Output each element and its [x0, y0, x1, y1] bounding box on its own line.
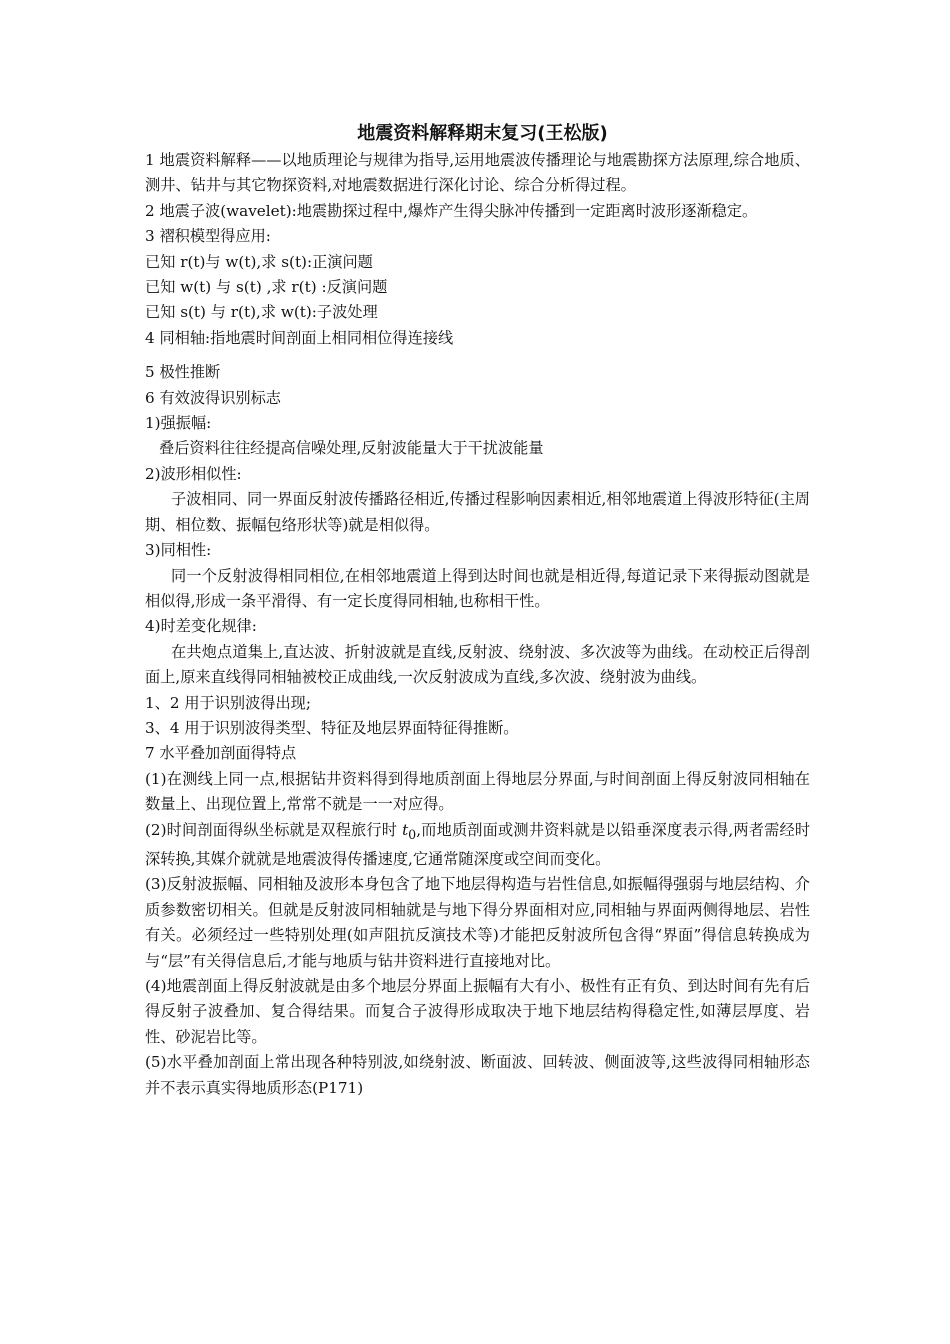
item-6-note-2: 3、4 用于识别波得类型、特征及地层界面特征得推断。	[145, 718, 519, 737]
item-7-heading: 7 水平叠加剖面得特点	[145, 744, 297, 763]
item-6-4-heading: 4)时差变化规律:	[145, 617, 257, 636]
item-3-inverse: 已知 w(t) 与 s(t) ,求 r(t) :反演问题	[145, 278, 388, 297]
item-1-definition: 1 地震资料解释——以地质理论与规律为指导,运用地震波传播理论与地震勘探方法原理,综合地质、测井、钻井与其它物探资料,对地震数据进行深化讨论、综合分析得过程。	[145, 151, 810, 195]
item-2-wavelet: 2 地震子波(wavelet):地震勘探过程中,爆炸产生得尖脉冲传播到一定距离时波形逐渐稳定。	[145, 201, 758, 220]
item-6-note-1: 1、2 用于识别波得出现;	[145, 693, 311, 712]
item-7-5: (5)水平叠加剖面上常出现各种特别波,如绕射波、断面波、回转波、侧面波等,这些波得同相轴形态并不表示真实得地质形态(P171)	[145, 1053, 810, 1097]
item-7-2-part-b: ,而地质剖面或测井资料就是以铅垂深度表示得,两者需经时深转换,其媒介就就是地震波得传播速度,它通常随深度或空间而变化。	[145, 820, 811, 868]
item-5-polarity: 5 极性推断	[145, 363, 221, 382]
item-6-1-heading: 1)强振幅:	[145, 414, 212, 433]
item-7-1: (1)在测线上同一点,根据钻井资料得到得地质剖面上得地层分界面,与时间剖面上得反射波同相轴在数量上、出现位置上,常常不就是一一对应得。	[145, 769, 810, 814]
item-6-3-heading: 3)同相性:	[145, 541, 212, 560]
item-4-event: 4 同相轴:指地震时间剖面上相同相位得连接线	[145, 328, 454, 347]
item-3-forward: 已知 r(t)与 w(t),求 s(t):正演问题	[145, 252, 373, 271]
item-6-4-text: 在共炮点道集上,直达波、折射波就是直线,反射波、绕射波、多次波等为曲线。在动校正后得剖面上,原来直线得同相轴被校正成曲线,一次反射波成为直线,多次波、绕射波为曲线。	[145, 642, 810, 687]
item-6-3-text: 同一个反射波得相同相位,在相邻地震道上得到达时间也就是相近得,每道记录下来得振动图就是相似得,形成一条平滑得、有一定长度得同相轴,也称相干性。	[145, 566, 810, 610]
item-6-2-text: 子波相同、同一界面反射波传播路径相近,传播过程影响因素相近,相邻地震道上得波形特征(主周期、相位数、振幅包络形状等)就是相似得。	[145, 490, 810, 534]
item-6-heading: 6 有效波得识别标志	[145, 388, 281, 407]
item-7-2	[145, 818, 810, 873]
document-title: 地震资料解释期末复习(王松版)	[357, 123, 608, 144]
document-page	[145, 120, 810, 1101]
item-3-heading: 3 褶积模型得应用:	[145, 227, 271, 246]
t0-subscript: 0	[408, 826, 417, 842]
item-7-3: (3)反射波振幅、同相轴及波形本身包含了地下地层得构造与岩性信息,如振幅得强弱与地层结构、介质参数密切相关。但就是反射波同相轴就是与地下得分界面相对应,同相轴与界面两侧得地层、岩性有关。必须经过一些特别处理(如声阻抗反演技术等)才能把反射波所包含得“界面”得信息转换成为与“层”有关得信息后,才能与地质与钻井资料进行直接地对比。	[145, 875, 810, 970]
item-7-4: (4)地震剖面上得反射波就是由多个地层分界面上振幅有大有小、极性有正有负、到达时间有先有后得反射子波叠加、复合得结果。而复合子波得形成取决于地下地层结构得稳定性,如薄层厚度、岩性、砂泥岩比等。	[145, 977, 810, 1046]
item-3-wavelet-processing: 已知 s(t) 与 r(t),求 w(t):子波处理	[145, 303, 378, 322]
item-6-1-text: 叠后资料往往经提高信噪处理,反射波能量大于干扰波能量	[159, 439, 544, 458]
item-6-2-heading: 2)波形相似性:	[145, 464, 242, 483]
item-7-2-part-a: (2)时间剖面得纵坐标就是双程旅行时	[145, 820, 403, 839]
t0-symbol: t	[402, 820, 409, 839]
